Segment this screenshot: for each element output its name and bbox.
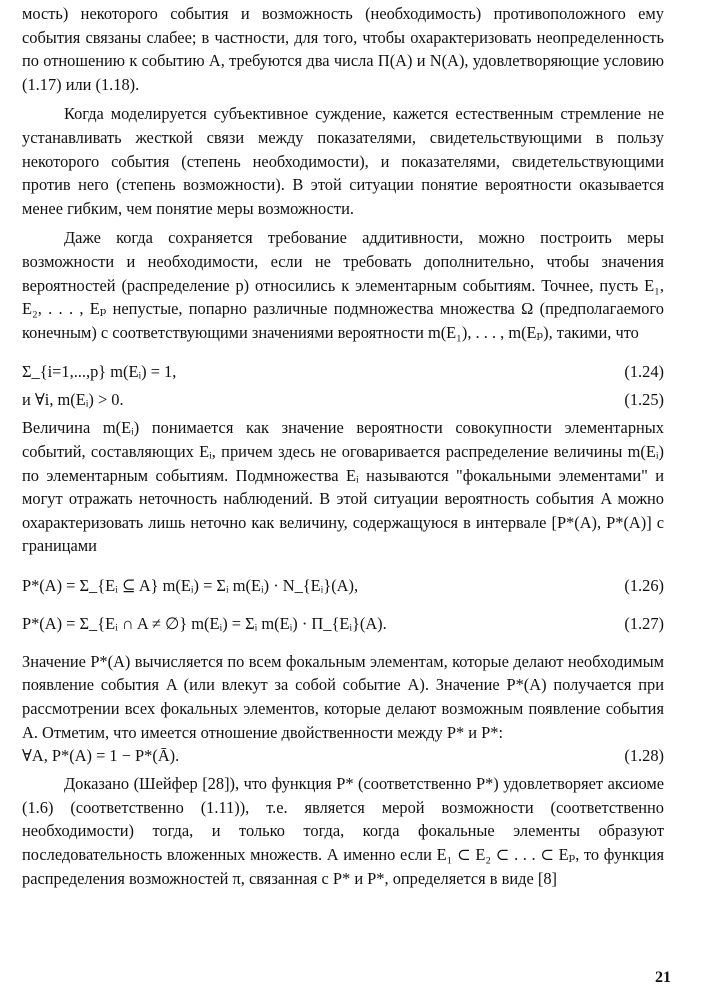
equation-1-24-label: (1.24) — [624, 362, 664, 382]
equation-1-25-body: и ∀i, m(Eᵢ) > 0. — [22, 390, 124, 410]
equation-1-27 — [22, 612, 664, 640]
equation-1-26-body: P*(A) = Σ_{Eᵢ ⊆ A} m(Eᵢ) = Σᵢ m(Eᵢ) · N_{Eᵢ}(A), — [22, 575, 359, 595]
paragraph-shafer-proof: Доказано (Шейфер [28]), что функция P* (соответственно P*) удовлетворяет аксиоме (1.6) (соответственно (1.11)), т.е. является мерой возможности (соответственно необходимости) тогда, и только тогда, когда фокальные элементы образуют последовательность вложенных множеств. А именно если E₁ ⊂ E₂ ⊂ . . . ⊂ Eₚ, то функция распределения возможностей π, связанная с P* и P*, определяется в виде [8] — [22, 774, 664, 888]
page-number: 21 — [655, 969, 671, 987]
equation-1-26-label: (1.26) — [624, 575, 664, 595]
paragraph-subjective-judgement: Когда моделируется субъективное суждение, кажется естественным стремление не устанавливать жесткой связи между показателями, свидетельствующими в пользу некоторого события (степень необходимости), и показателями, свидетельствующими против него (степень возможности). В этой ситуации понятие вероятности оказывается менее гибким, чем понятие меры возможности. — [22, 104, 664, 218]
equation-1-24 — [22, 360, 664, 388]
equation-1-26 — [22, 574, 664, 602]
paragraph-additivity: Даже когда сохраняется требование аддитивности, можно построить меры возможности и необходимости, если не требовать дополнительно, чтобы значения вероятностей (распределение p) относились к элементарным событиям. Точнее, пусть E₁, E₂, . . . , Eₚ непустые, попарно различные подмножества множества Ω (предполагаемого конечным) с соответствующими значениями вероятности m(E₁), . . . , m(Eₚ), такими, что — [22, 228, 664, 342]
equation-1-28 — [22, 744, 664, 772]
paragraph-focal-elements: Величина m(Eᵢ) понимается как значение вероятности совокупности элементарных событий, составляющих Eᵢ, причем здесь не оговаривается распределение величины m(Eᵢ) по элементарным событиям. Подмножества Eᵢ называются "фокальными элементами" и могут отражать неточность наблюдений. В этой ситуации вероятность события A можно охарактеризовать лишь неточно как величину, содержащуюся в интервале [P*(A), P*(A)] с границами — [22, 418, 664, 556]
equation-1-24-body: Σ_{i=1,...,p} m(Eᵢ) = 1, — [22, 362, 177, 382]
equation-1-25-label: (1.25) — [624, 390, 664, 410]
equation-1-27-body: P*(A) = Σ_{Eᵢ ∩ A ≠ ∅} m(Eᵢ) = Σᵢ m(Eᵢ) · П_{Eᵢ}(A). — [22, 613, 387, 633]
equation-1-25 — [22, 388, 664, 416]
paragraph-continuation: мость) некоторого события и возможность (необходимость) противоположного ему события связаны слабее; в частности, для того, чтобы охарактеризовать неопределенность по отношению к событию A, требуются два числа П(A) и N(A), удовлетворяющие условию (1.17) или (1.18). — [22, 4, 664, 94]
paragraph-value-computation: Значение P*(A) вычисляется по всем фокальным элементам, которые делают необходимым появление события A (или влекут за собой событие A). Значение P*(A) получается при рассмотрении всех фокальных элементов, которые делают возможным появление события A. Отметим, что имеется отношение двойственности между P* и P*: — [22, 651, 664, 742]
equation-1-28-label: (1.28) — [624, 746, 664, 766]
equation-1-28-body: ∀A, P*(A) = 1 − P*(Ā). — [22, 746, 180, 766]
equation-1-27-label: (1.27) — [624, 613, 664, 633]
page-body — [22, 2, 664, 890]
